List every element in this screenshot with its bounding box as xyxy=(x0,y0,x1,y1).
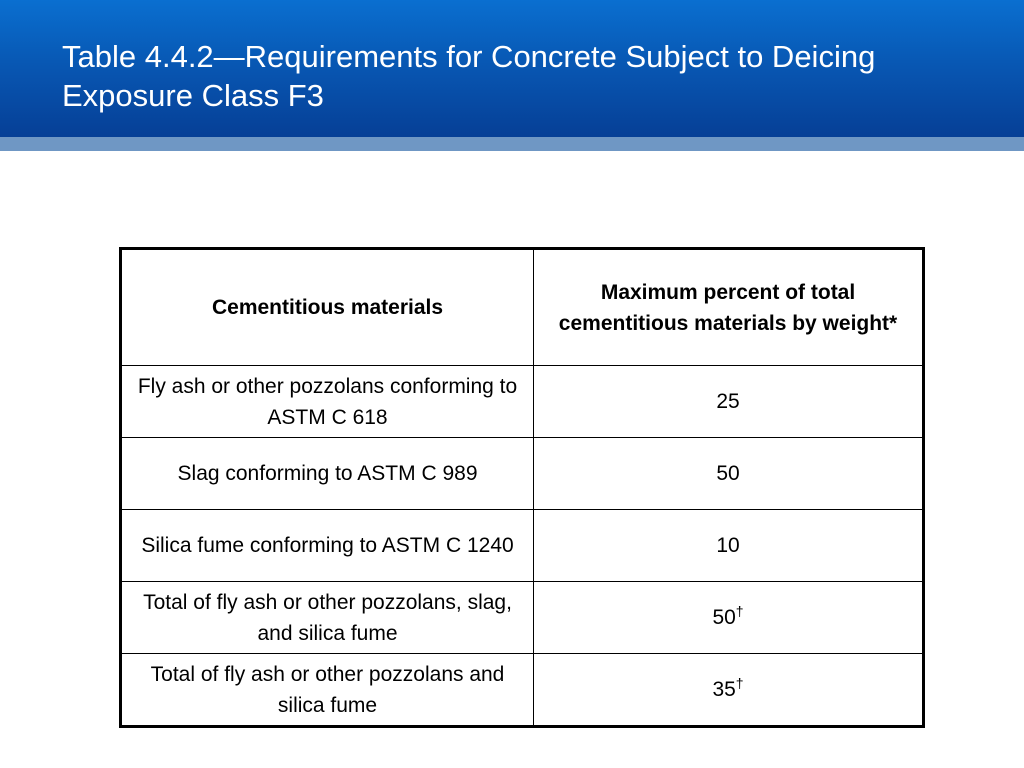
table-row xyxy=(121,366,924,438)
material-cell: Slag conforming to ASTM C 989 xyxy=(121,438,534,510)
max-percent-value: 35 xyxy=(712,678,736,701)
title-accent-stripe xyxy=(0,137,1024,151)
max-percent-value: 50 xyxy=(712,606,736,629)
requirements-table xyxy=(119,247,925,728)
max-percent-cell xyxy=(534,582,924,654)
max-percent-cell xyxy=(534,654,924,727)
header-cementitious-materials: Cementitious materials xyxy=(121,249,534,366)
material-cell: Total of fly ash or other pozzolans, slag, and silica fume xyxy=(121,582,534,654)
table-body xyxy=(121,366,924,727)
header-row xyxy=(121,249,924,366)
table-row xyxy=(121,654,924,727)
header-maximum-percent: Maximum percent of total cementitious materials by weight* xyxy=(534,249,924,366)
table-row xyxy=(121,438,924,510)
max-percent-value: 50 xyxy=(716,462,740,485)
material-cell: Fly ash or other pozzolans conforming to ASTM C 618 xyxy=(121,366,534,438)
table-row xyxy=(121,510,924,582)
max-percent-value: 25 xyxy=(716,390,740,413)
material-cell: Silica fume conforming to ASTM C 1240 xyxy=(121,510,534,582)
table-row xyxy=(121,582,924,654)
max-percent-cell xyxy=(534,510,924,582)
material-cell: Total of fly ash or other pozzolans and silica fume xyxy=(121,654,534,727)
max-percent-cell xyxy=(534,438,924,510)
table-header xyxy=(121,249,924,366)
max-percent-cell xyxy=(534,366,924,438)
max-percent-value: 10 xyxy=(716,534,740,557)
footnote-mark: † xyxy=(735,675,744,691)
slide-title: Table 4.4.2—Requirements for Concrete Subject to Deicing Exposure Class F3 xyxy=(62,39,876,113)
footnote-mark: † xyxy=(735,603,744,619)
